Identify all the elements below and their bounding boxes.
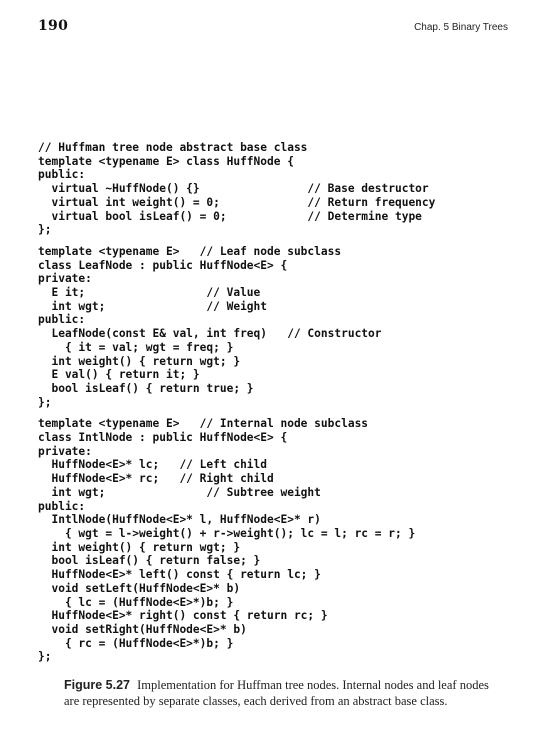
code-line: public: [38,499,86,513]
code-line: HuffNode<E>* right() const { return rc; } [38,609,328,623]
code-line: HuffNode<E>* left() const { return lc; } [38,568,321,582]
code-line: int weight() { return wgt; } [38,354,241,368]
code-line: class IntlNode : public HuffNode<E> { [38,431,288,445]
code-line: }; [38,223,52,237]
code-line: private: [38,272,92,286]
code-section [38,245,508,409]
code-line: private: [38,444,92,458]
code-line: void setLeft(HuffNode<E>* b) [38,581,241,595]
code-line: public: [38,168,86,182]
code-line: IntlNode(HuffNode<E>* l, HuffNode<E>* r) [38,513,321,527]
code-line: virtual bool isLeaf() = 0; // Determine type [38,209,422,223]
code-line: { wgt = l->weight() + r->weight(); lc = l; rc = r; } [38,526,416,540]
page-number: 190 [38,18,69,34]
code-line: { it = val; wgt = freq; } [38,340,234,354]
code-line: int weight() { return wgt; } [38,540,241,554]
code-line: int wgt; // Subtree weight [38,485,321,499]
code-line: { rc = (HuffNode<E>*)b; } [38,636,234,650]
code-line: template <typename E> class HuffNode { [38,154,294,168]
code-line: E it; // Value [38,286,261,300]
code-line: template <typename E> // Internal node subclass [38,417,369,431]
code-line: bool isLeaf() { return true; } [38,381,254,395]
code-line: public: [38,313,86,327]
running-head: Chap. 5 Binary Trees [414,22,508,33]
code-line: HuffNode<E>* lc; // Left child [38,458,268,472]
code-line: template <typename E> // Leaf node subclass [38,244,342,258]
figure-label: Figure 5.27 [64,678,130,692]
code-line: HuffNode<E>* rc; // Right child [38,472,274,486]
code-line: class LeafNode : public HuffNode<E> { [38,258,288,272]
figure-caption-text: Implementation for Huffman tree nodes. Internal nodes and leaf nodes are represented by separate classes, each derived from an abstract base class. [64,678,489,708]
figure-caption [64,677,504,709]
code-section [38,417,508,664]
code-line: void setRight(HuffNode<E>* b) [38,622,247,636]
code-line: int wgt; // Weight [38,299,268,313]
code-line: E val() { return it; } [38,368,200,382]
code-line: }; [38,650,52,664]
code-line: { lc = (HuffNode<E>*)b; } [38,595,234,609]
code-line: bool isLeaf() { return false; } [38,554,261,568]
code-line: LeafNode(const E& val, int freq) // Constructor [38,327,382,341]
code-line: }; [38,395,52,409]
code-listing [38,141,508,672]
code-line: virtual int weight() = 0; // Return frequency [38,195,436,209]
code-line: // Huffman tree node abstract base class [38,141,308,154]
code-line: virtual ~HuffNode() {} // Base destructor [38,182,429,196]
code-section [38,141,508,237]
